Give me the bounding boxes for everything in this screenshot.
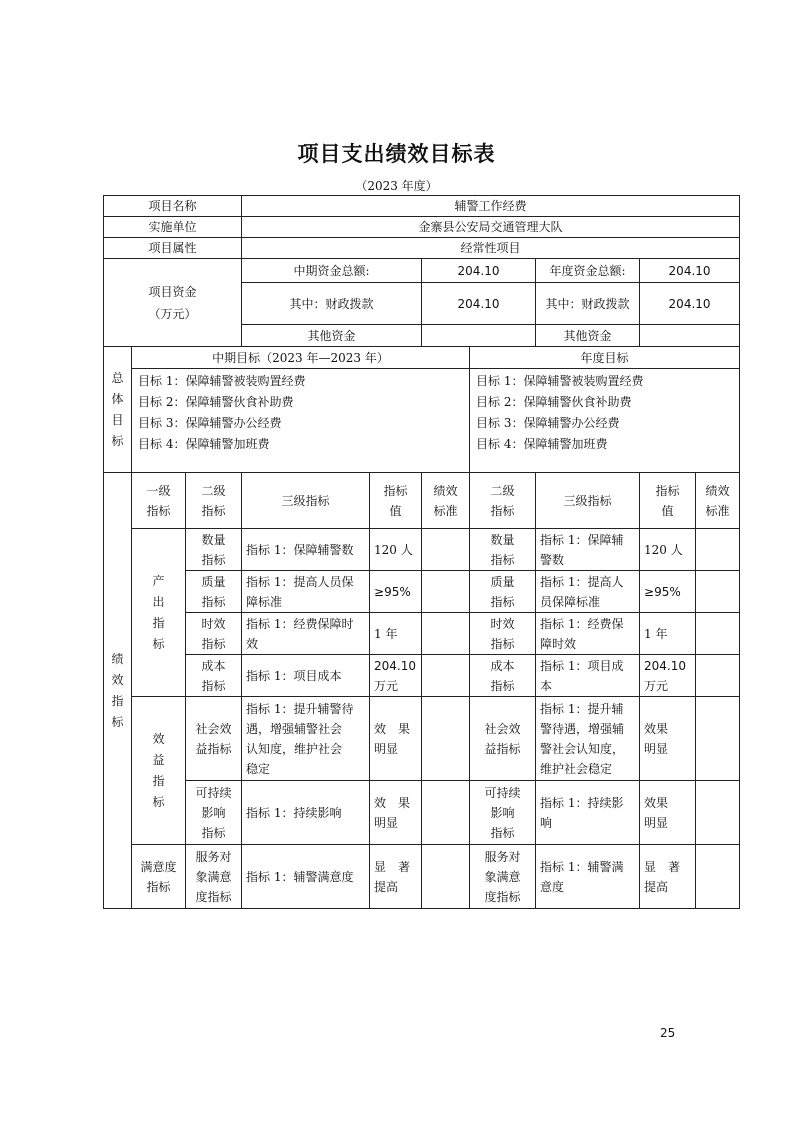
standard-cell <box>422 613 470 655</box>
year-other-value <box>640 325 740 347</box>
value-cell: 204.10 万元 <box>370 655 422 697</box>
table-row <box>104 571 740 613</box>
funds-total-row <box>104 259 740 283</box>
unit-row <box>104 217 740 238</box>
value-cell: 1 年 <box>370 613 422 655</box>
l3-cell: 指标 1：辅警满意度 <box>242 845 370 909</box>
value-cell-year: 1 年 <box>640 613 696 655</box>
year-total-label: 年度资金总额: <box>536 259 640 283</box>
l3-cell-year: 指标 1：提升辅 警待遇，增强辅 警社会认知度， 维护社会稳定 <box>536 697 640 781</box>
year-goal: 目标 2：保障辅警伙食补助费 <box>476 395 632 409</box>
l3-cell: 指标 1：提升辅警待 遇，增强辅警社会 认知度，维护社会 稳定 <box>242 697 370 781</box>
standard-cell-year <box>696 571 740 613</box>
l2-cell: 社会效 益指标 <box>186 697 242 781</box>
table-row <box>104 845 740 909</box>
mid-fiscal-label: 其中：财政拨款 <box>242 283 422 325</box>
mid-other-label: 其他资金 <box>242 325 422 347</box>
table-row <box>104 529 740 571</box>
perf-header-row <box>104 473 740 529</box>
value-cell: 效 果 明显 <box>370 781 422 845</box>
header-standard-year: 绩效 标准 <box>696 473 740 529</box>
standard-cell <box>422 571 470 613</box>
standard-cell-year <box>696 697 740 781</box>
document-title: 项目支出绩效目标表 <box>297 142 496 166</box>
value-cell: 120 人 <box>370 529 422 571</box>
project-name-row <box>104 196 740 217</box>
l2-cell: 时效 指标 <box>186 613 242 655</box>
header-l2-year: 二级 指标 <box>470 473 536 529</box>
unit-value: 金寨县公安局交通管理大队 <box>242 217 740 238</box>
value-cell-year: 效果 明显 <box>640 781 696 845</box>
table-row <box>104 697 740 781</box>
year-other-label: 其他资金 <box>536 325 640 347</box>
l3-cell-year: 指标 1：提高人 员保障标准 <box>536 571 640 613</box>
header-standard: 绩效 标准 <box>422 473 470 529</box>
fiscal-year: （2023 年度） <box>355 179 438 193</box>
standard-cell <box>422 697 470 781</box>
header-l1: 一级 指标 <box>132 473 186 529</box>
satisfaction-label: 满意度 指标 <box>132 845 186 909</box>
mid-goal: 目标 2：保障辅警伙食补助费 <box>138 395 294 409</box>
mid-goal: 目标 4：保障辅警加班费 <box>138 437 270 451</box>
project-name-label: 项目名称 <box>104 196 242 217</box>
mid-total-label: 中期资金总额: <box>242 259 422 283</box>
l2-cell-year: 社会效 益指标 <box>470 697 536 781</box>
header-l2: 二级 指标 <box>186 473 242 529</box>
l3-cell-year: 指标 1：持续影 响 <box>536 781 640 845</box>
l3-cell-year: 指标 1：项目成 本 <box>536 655 640 697</box>
l2-cell-year: 服务对 象满意 度指标 <box>470 845 536 909</box>
value-cell-year: 效果 明显 <box>640 697 696 781</box>
mid-goal: 目标 3：保障辅警办公经费 <box>138 416 282 430</box>
l3-cell: 指标 1：经费保障时 效 <box>242 613 370 655</box>
mid-goal: 目标 1：保障辅警被装购置经费 <box>138 374 306 388</box>
l2-cell-year: 时效 指标 <box>470 613 536 655</box>
l3-cell-year: 指标 1：辅警满 意度 <box>536 845 640 909</box>
l3-cell-year: 指标 1：保障辅 警数 <box>536 529 640 571</box>
value-cell: 显 著 提高 <box>370 845 422 909</box>
unit-label: 实施单位 <box>104 217 242 238</box>
header-l3-year: 三级指标 <box>536 473 640 529</box>
attribute-value: 经常性项目 <box>242 238 740 259</box>
l2-cell: 服务对 象满意 度指标 <box>186 845 242 909</box>
mid-goals-header: 中期目标（2023 年—2023 年） <box>132 347 470 369</box>
l3-cell: 指标 1：项目成本 <box>242 655 370 697</box>
year-goal: 目标 4：保障辅警加班费 <box>476 437 608 451</box>
standard-cell-year <box>696 781 740 845</box>
value-cell-year: 显 著 提高 <box>640 845 696 909</box>
l2-cell: 数量 指标 <box>186 529 242 571</box>
value-cell-year: 204.10 万元 <box>640 655 696 697</box>
mid-goals-list <box>132 369 470 473</box>
year-total-value: 204.10 <box>640 259 740 283</box>
table-row <box>104 613 740 655</box>
output-label: 产 出 指 标 <box>132 529 186 697</box>
l3-cell: 指标 1：持续影响 <box>242 781 370 845</box>
overall-label: 总 体 目 标 <box>104 347 132 473</box>
perf-label: 绩 效 指 标 <box>104 473 132 909</box>
value-cell-year: ≥95% <box>640 571 696 613</box>
attribute-label: 项目属性 <box>104 238 242 259</box>
value-cell: ≥95% <box>370 571 422 613</box>
header-value: 指标 值 <box>370 473 422 529</box>
value-cell: 效 果 明显 <box>370 697 422 781</box>
year-fiscal-value: 204.10 <box>640 283 740 325</box>
l2-cell-year: 成本 指标 <box>470 655 536 697</box>
funds-label: 项目资金 （万元） <box>104 259 242 347</box>
standard-cell <box>422 655 470 697</box>
benefit-label: 效 益 指 标 <box>132 697 186 845</box>
standard-cell-year <box>696 613 740 655</box>
standard-cell-year <box>696 655 740 697</box>
attribute-row <box>104 238 740 259</box>
page-number: 25 <box>660 1026 676 1040</box>
standard-cell-year <box>696 845 740 909</box>
l2-cell-year: 数量 指标 <box>470 529 536 571</box>
standard-cell-year <box>696 529 740 571</box>
standard-cell <box>422 529 470 571</box>
l2-cell: 质量 指标 <box>186 571 242 613</box>
standard-cell <box>422 781 470 845</box>
year-fiscal-label: 其中：财政拨款 <box>536 283 640 325</box>
overall-header-row <box>104 347 740 369</box>
year-goals-list <box>470 369 740 473</box>
table-row <box>104 655 740 697</box>
mid-other-value <box>422 325 536 347</box>
l3-cell: 指标 1：保障辅警数 <box>242 529 370 571</box>
l2-cell-year: 质量 指标 <box>470 571 536 613</box>
header-l3: 三级指标 <box>242 473 370 529</box>
l3-cell-year: 指标 1：经费保 障时效 <box>536 613 640 655</box>
project-name-value: 辅警工作经费 <box>242 196 740 217</box>
mid-total-value: 204.10 <box>422 259 536 283</box>
l2-cell: 成本 指标 <box>186 655 242 697</box>
l2-cell: 可持续 影响 指标 <box>186 781 242 845</box>
standard-cell <box>422 845 470 909</box>
l3-cell: 指标 1：提高人员保 障标准 <box>242 571 370 613</box>
overall-goals-row <box>104 369 740 473</box>
year-goal: 目标 1：保障辅警被装购置经费 <box>476 374 644 388</box>
table-row <box>104 781 740 845</box>
value-cell-year: 120 人 <box>640 529 696 571</box>
l2-cell-year: 可持续 影响 指标 <box>470 781 536 845</box>
header-value-year: 指标 值 <box>640 473 696 529</box>
year-goals-header: 年度目标 <box>470 347 740 369</box>
mid-fiscal-value: 204.10 <box>422 283 536 325</box>
year-goal: 目标 3：保障辅警办公经费 <box>476 416 620 430</box>
performance-target-table <box>103 195 740 909</box>
